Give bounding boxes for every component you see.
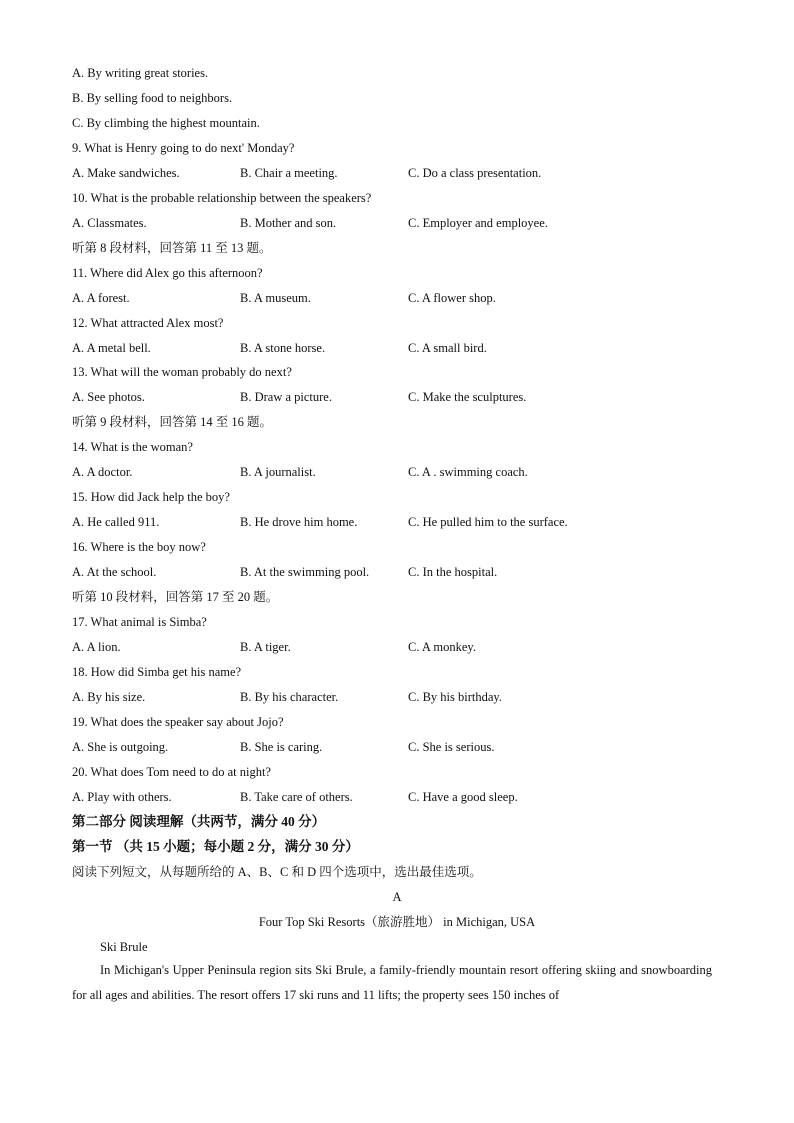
option-b: B. She is caring. bbox=[240, 740, 323, 754]
option-b: B. A journalist. bbox=[240, 465, 316, 479]
section-1-heading: 第一节 （共 15 小题；每小题 2 分，满分 30 分） bbox=[72, 839, 359, 854]
option-b: B. Mother and son. bbox=[240, 216, 337, 230]
question-16: 16. Where is the boy now? bbox=[72, 540, 206, 554]
question-9: 9. What is Henry going to do next' Monday? bbox=[72, 141, 295, 155]
option-c: C. She is serious. bbox=[408, 740, 495, 754]
option-a: A. A doctor. bbox=[72, 465, 133, 479]
option-c: C. A monkey. bbox=[408, 640, 476, 654]
option-c: C. A small bird. bbox=[408, 341, 487, 355]
passage-title: Four Top Ski Resorts（旅游胜地） in Michigan, USA bbox=[258, 915, 536, 929]
question-14: 14. What is the woman? bbox=[72, 440, 193, 454]
top-option-b: B. By selling food to neighbors. bbox=[72, 91, 233, 105]
option-b: B. He drove him home. bbox=[240, 515, 358, 529]
option-c: C. He pulled him to the surface. bbox=[408, 515, 568, 529]
question-10: 10. What is the probable relationship between the speakers? bbox=[72, 191, 372, 205]
option-b: B. A museum. bbox=[240, 291, 311, 305]
option-a: A. See photos. bbox=[72, 390, 145, 404]
option-b: B. A stone horse. bbox=[240, 341, 326, 355]
option-a: A. By his size. bbox=[72, 690, 146, 704]
option-c: C. Make the sculptures. bbox=[408, 390, 527, 404]
option-a: A. He called 911. bbox=[72, 515, 160, 529]
question-18: 18. How did Simba get his name? bbox=[72, 665, 242, 679]
question-17: 17. What animal is Simba? bbox=[72, 615, 207, 629]
option-b: B. By his character. bbox=[240, 690, 339, 704]
section-10-instruction: 听第 10 段材料，回答第 17 至 20 题。 bbox=[72, 590, 279, 604]
section-9-instruction: 听第 9 段材料，回答第 14 至 16 题。 bbox=[72, 415, 273, 429]
question-11: 11. Where did Alex go this afternoon? bbox=[72, 266, 263, 280]
option-a: A. Classmates. bbox=[72, 216, 147, 230]
option-c: C. In the hospital. bbox=[408, 565, 498, 579]
option-b: B. Chair a meeting. bbox=[240, 166, 338, 180]
part-2-heading: 第二部分 阅读理解（共两节，满分 40 分） bbox=[72, 814, 326, 829]
option-b: B. A tiger. bbox=[240, 640, 291, 654]
option-b: B. Draw a picture. bbox=[240, 390, 332, 404]
reading-instructions: 阅读下列短文，从每题所给的 A、B、C 和 D 四个选项中，选出最佳选项。 bbox=[72, 865, 482, 879]
passage-paragraph: In Michigan's Upper Peninsula region sits Ski Brule, a family-friendly mountain resort offering skiing and snowboarding for all ages and abilities. The resort offers 17 ski runs and 11 lifts; the property sees 150 inches of bbox=[72, 963, 712, 1002]
top-option-c: C. By climbing the highest mountain. bbox=[72, 116, 260, 130]
question-19: 19. What does the speaker say about Jojo? bbox=[72, 715, 284, 729]
option-c: C. A . swimming coach. bbox=[408, 465, 528, 479]
question-20: 20. What does Tom need to do at night? bbox=[72, 765, 271, 779]
option-a: A. A forest. bbox=[72, 291, 130, 305]
option-a: A. A lion. bbox=[72, 640, 121, 654]
option-a: A. A metal bell. bbox=[72, 341, 151, 355]
option-c: C. Employer and employee. bbox=[408, 216, 548, 230]
passage-subheading: Ski Brule bbox=[100, 940, 148, 954]
top-option-a: A. By writing great stories. bbox=[72, 66, 209, 80]
option-a: A. She is outgoing. bbox=[72, 740, 169, 754]
question-13: 13. What will the woman probably do next? bbox=[72, 365, 292, 379]
section-8-instruction: 听第 8 段材料，回答第 11 至 13 题。 bbox=[72, 241, 272, 255]
option-a: A. Make sandwiches. bbox=[72, 166, 180, 180]
option-c: C. A flower shop. bbox=[408, 291, 496, 305]
option-a: A. Play with others. bbox=[72, 790, 172, 804]
passage-letter: A bbox=[392, 890, 402, 904]
question-15: 15. How did Jack help the boy? bbox=[72, 490, 230, 504]
option-a: A. At the school. bbox=[72, 565, 157, 579]
option-c: C. By his birthday. bbox=[408, 690, 502, 704]
option-c: C. Do a class presentation. bbox=[408, 166, 542, 180]
option-b: B. Take care of others. bbox=[240, 790, 353, 804]
question-12: 12. What attracted Alex most? bbox=[72, 316, 224, 330]
option-b: B. At the swimming pool. bbox=[240, 565, 370, 579]
option-c: C. Have a good sleep. bbox=[408, 790, 518, 804]
